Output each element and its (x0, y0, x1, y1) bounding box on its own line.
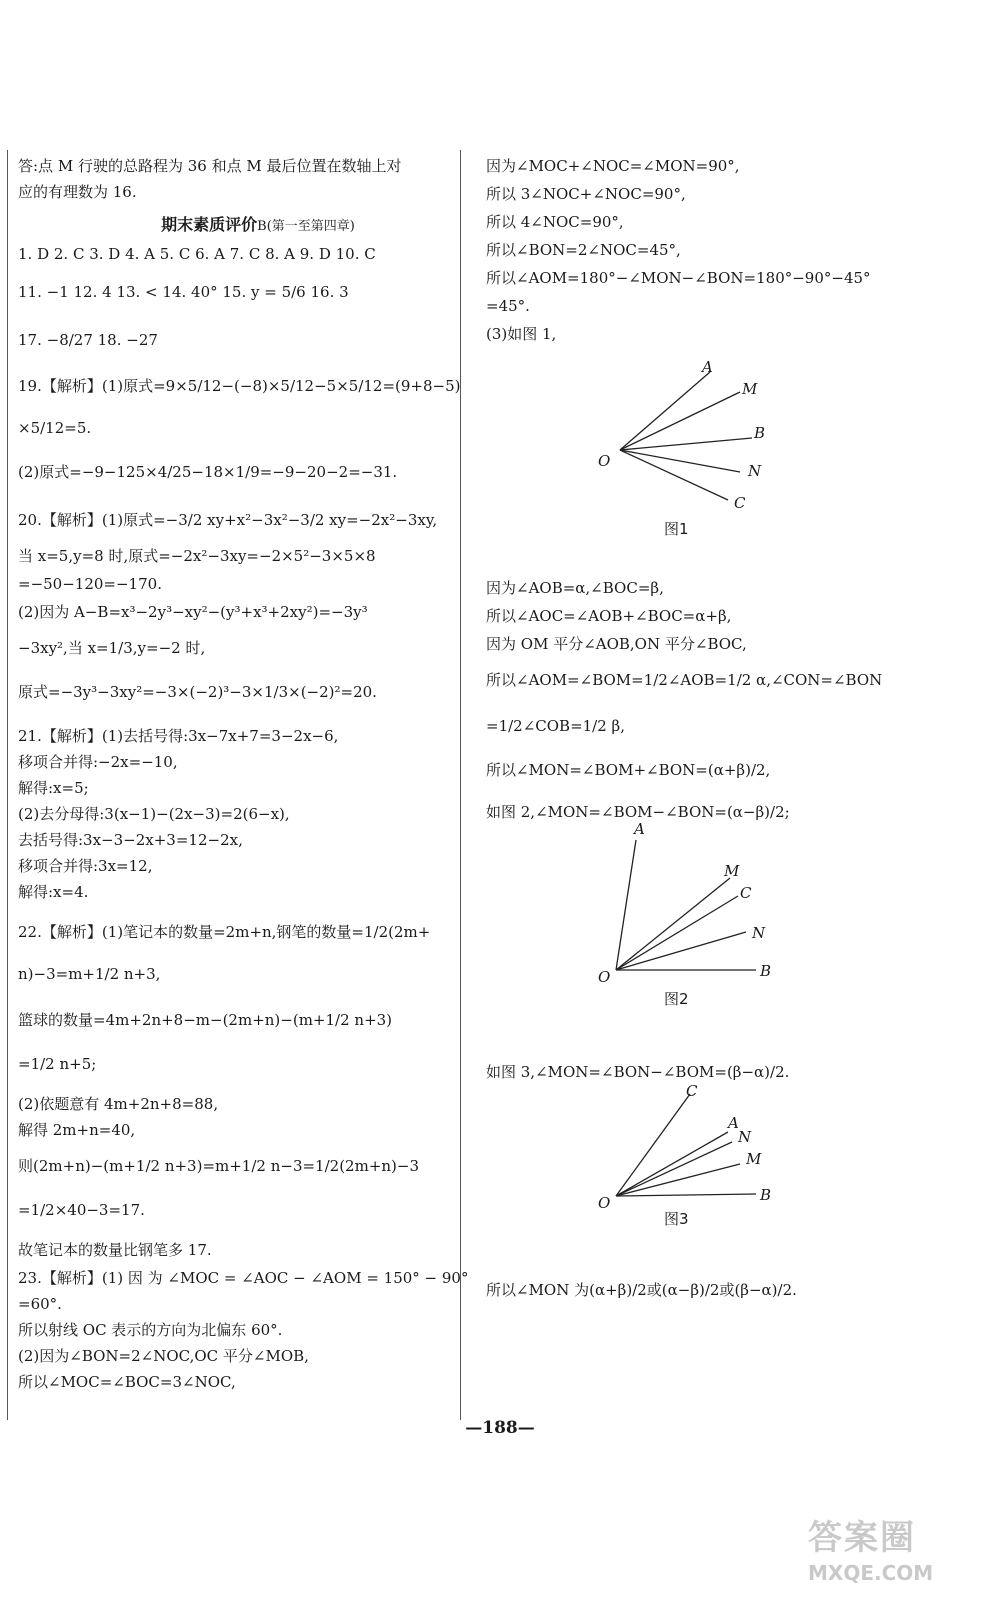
page-number: —188— (465, 1418, 535, 1438)
solution-line: (2)因为∠BON=2∠NOC,OC 平分∠MOB, (18, 1347, 309, 1365)
solution-line: 所以射线 OC 表示的方向为北偏东 60°. (18, 1321, 283, 1339)
point-label: M (742, 380, 758, 398)
solution-line: 因为∠AOB=α,∠BOC=β, (486, 579, 664, 597)
solution-line: 21.【解析】(1)去括号得:3x−7x+7=3−2x−6, (18, 727, 339, 745)
solution-line: =1/2∠COB=1/2 β, (486, 717, 625, 735)
point-label: N (738, 1128, 752, 1146)
solution-line: =1/2×40−3=17. (18, 1201, 145, 1219)
solution-line: 去括号得:3x−3−2x+3=12−2x, (18, 831, 243, 849)
point-label: O (598, 1194, 611, 1212)
watermark-logo (808, 1510, 988, 1590)
solution-line: 原式=−3y³−3xy²=−3×(−2)³−3×1/3×(−2)²=20. (18, 683, 377, 701)
solution-line: (2)原式=−9−125×4/25−18×1/9=−9−20−2=−31. (18, 463, 398, 481)
solution-line: 则(2m+n)−(m+1/2 n+3)=m+1/2 n−3=1/2(2m+n)−3 (18, 1157, 420, 1175)
left-margin-rule (7, 150, 8, 1420)
solution-line: 所以∠AOC=∠AOB+∠BOC=α+β, (486, 607, 732, 625)
solution-line: (2)去分母得:3(x−1)−(2x−3)=2(6−x), (18, 805, 290, 823)
point-label: A (634, 820, 645, 838)
fill-answers: 11. −1 12. 4 13. < 14. 40° 15. y = 5/6 16. 3 (18, 283, 349, 301)
solution-line: n)−3=m+1/2 n+3, (18, 965, 161, 983)
section-title-main: 期末素质评价 (161, 215, 258, 234)
point-label: A (728, 1114, 739, 1132)
fill-answers-2: 17. −8/27 18. −27 (18, 331, 158, 349)
point-label: B (760, 1186, 772, 1204)
point-label: M (724, 862, 740, 880)
point-label: B (760, 962, 772, 980)
solution-line: 解得:x=4. (18, 883, 89, 901)
watermark-en: MXQE.COM (808, 1561, 934, 1585)
solution-line: 篮球的数量=4m+2n+8−m−(2m+n)−(m+1/2 n+3) (18, 1011, 393, 1029)
solution-line: 19.【解析】(1)原式=9×5/12−(−8)×5/12−5×5/12=(9+8−5) (18, 377, 461, 395)
solution-line: (2)依题意有 4m+2n+8=88, (18, 1095, 219, 1113)
solution-line: 所以 4∠NOC=90°, (486, 213, 624, 231)
solution-line: 所以 3∠NOC+∠NOC=90°, (486, 185, 686, 203)
answer-line: 应的有理数为 16. (18, 183, 137, 201)
solution-line: 故笔记本的数量比钢笔多 17. (18, 1241, 212, 1259)
watermark-cn: 答案圈 (808, 1518, 916, 1558)
solution-line: 当 x=5,y=8 时,原式=−2x²−3xy=−2×5²−3×5×8 (18, 547, 376, 565)
solution-line: 所以∠AOM=180°−∠MON−∠BON=180°−90°−45° (486, 269, 871, 287)
mc-answers: 1. D 2. C 3. D 4. A 5. C 6. A 7. C 8. A 9. D 10. C (18, 245, 376, 263)
solution-line: 解得:x=5; (18, 779, 89, 797)
solution-line: −3xy²,当 x=1/3,y=−2 时, (18, 639, 206, 657)
solution-line: =1/2 n+5; (18, 1055, 97, 1073)
solution-line: =−50−120=−170. (18, 575, 162, 593)
point-label: C (734, 494, 746, 512)
solution-line: 移项合并得:3x=12, (18, 857, 153, 875)
point-label: B (754, 424, 766, 442)
solution-line: =45°. (486, 297, 530, 315)
section-title-sub: B(第一至第四章) (257, 219, 355, 234)
point-label: N (748, 462, 762, 480)
point-label: O (598, 968, 611, 986)
solution-line: 23.【解析】(1) 因 为 ∠MOC = ∠AOC − ∠AOM = 150° − 90° (18, 1269, 469, 1287)
point-label: N (752, 924, 766, 942)
solution-line: ×5/12=5. (18, 419, 92, 437)
figure-1-diagram (580, 350, 800, 530)
solution-line: 移项合并得:−2x=−10, (18, 753, 178, 771)
solution-line: 20.【解析】(1)原式=−3/2 xy+x²−3x²−3/2 xy=−2x²−3xy, (18, 511, 438, 529)
figure-2-caption: 图2 (664, 990, 689, 1008)
figure-1-caption: 图1 (664, 520, 689, 538)
solution-line: (3)如图 1, (486, 325, 557, 343)
point-label: C (686, 1082, 698, 1100)
section-title (108, 212, 408, 235)
point-label: M (746, 1150, 762, 1168)
solution-line: 解得 2m+n=40, (18, 1121, 136, 1139)
solution-line: 如图 3,∠MON=∠BON−∠BOM=(β−α)/2. (486, 1063, 790, 1081)
solution-line: 所以∠BON=2∠NOC=45°, (486, 241, 681, 259)
column-divider (460, 150, 461, 1420)
solution-line: =60°. (18, 1295, 62, 1313)
solution-line: 所以∠MON 为(α+β)/2或(α−β)/2或(β−α)/2. (486, 1281, 797, 1299)
point-label: A (702, 358, 713, 376)
solution-line: 所以∠MON=∠BOM+∠BON=(α+β)/2, (486, 761, 771, 779)
point-label: O (598, 452, 611, 470)
point-label: C (740, 884, 752, 902)
answer-line: 答:点 M 行驶的总路程为 36 和点 M 最后位置在数轴上对 (18, 157, 402, 175)
solution-line: 所以∠AOM=∠BOM=1/2∠AOB=1/2 α,∠CON=∠BON (486, 671, 883, 689)
solution-line: 所以∠MOC=∠BOC=3∠NOC, (18, 1373, 236, 1391)
solution-line: 因为∠MOC+∠NOC=∠MON=90°, (486, 157, 740, 175)
solution-line: 22.【解析】(1)笔记本的数量=2m+n,钢笔的数量=1/2(2m+ (18, 923, 431, 941)
solution-line: 因为 OM 平分∠AOB,ON 平分∠BOC, (486, 635, 747, 653)
solution-line: (2)因为 A−B=x³−2y³−xy²−(y³+x³+2xy²)=−3y³ (18, 603, 368, 621)
solution-line: 如图 2,∠MON=∠BOM−∠BON=(α−β)/2; (486, 803, 790, 821)
figure-3-caption: 图3 (664, 1210, 689, 1228)
